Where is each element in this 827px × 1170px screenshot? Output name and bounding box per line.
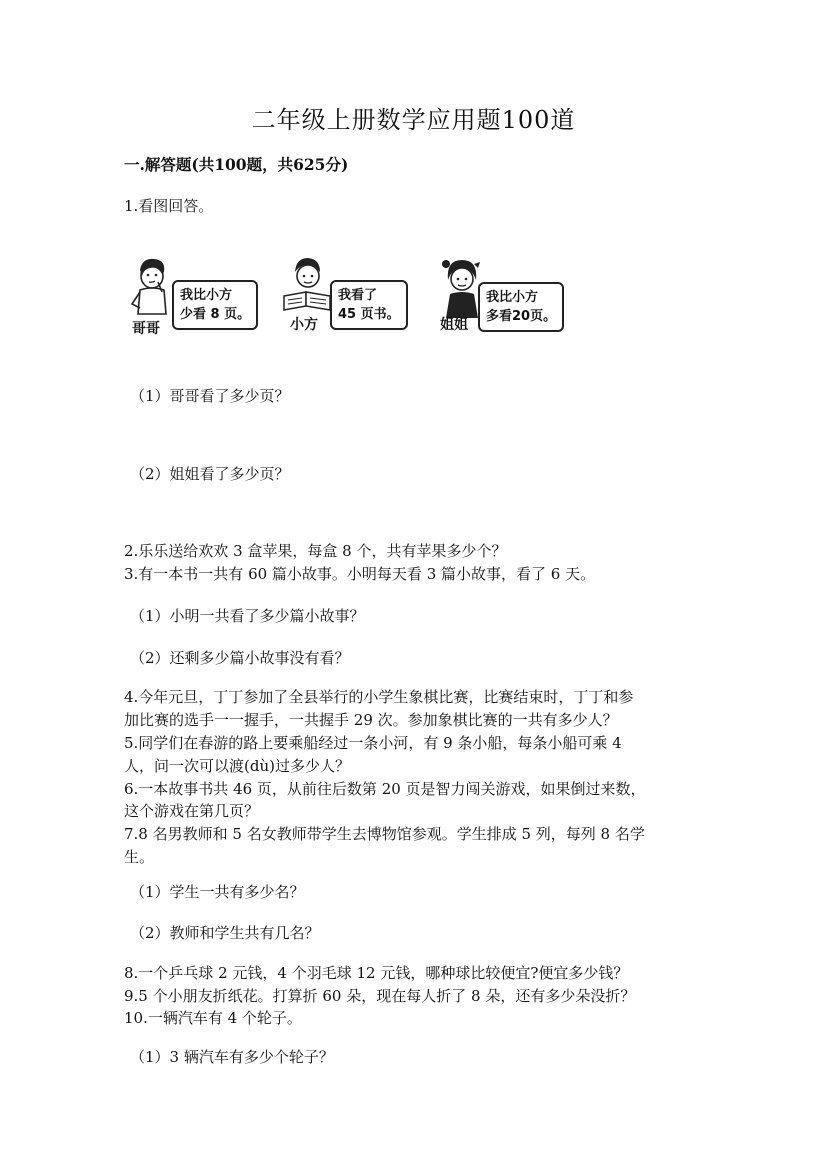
figure-brother-bubble — [172, 280, 258, 330]
page-title: 二年级上册数学应用题100道 — [251, 106, 576, 134]
question-3-stem: 3.有一本书一共有 60 篇小故事。小明每天看 3 篇小故事，看了 6 天。 — [124, 565, 596, 583]
figure-sister-bubble — [478, 282, 564, 332]
figure-xiaofang-bubble-line1: 我看了 — [338, 288, 378, 303]
question-1-sub-1: （1）哥哥看了多少页？ — [130, 387, 290, 405]
question-6-line-2: 这个游戏在第几页？ — [124, 802, 260, 820]
question-10-stem: 10.一辆汽车有 4 个轮子。 — [124, 1009, 302, 1027]
question-4-line-2: 加比赛的选手一一握手，一共握手 29 次。参加象棋比赛的一共有多少人？ — [124, 711, 618, 729]
question-10-sub-1: （1）3 辆汽车有多少个轮子？ — [130, 1048, 334, 1066]
figure-xiaofang-bubble — [330, 280, 408, 330]
question-4-line-1: 4.今年元旦，丁丁参加了全县举行的小学生象棋比赛，比赛结束时，丁丁和参 — [124, 688, 634, 706]
question-7-sub-2: （2）教师和学生共有几名？ — [130, 924, 320, 942]
figure-sister-bubble-line1: 我比小方 — [486, 290, 539, 305]
question-3-sub-1: （1）小明一共看了多少篇小故事？ — [130, 607, 365, 625]
figure-sister-name: 姐姐 — [440, 317, 468, 333]
figure-xiaofang-bubble-line2: 45 页书。 — [338, 307, 400, 322]
question-1-sub-2: （2）姐姐看了多少页？ — [130, 465, 290, 483]
figure-sister — [436, 252, 576, 342]
figure-brother-name: 哥哥 — [132, 321, 160, 337]
figure-brother — [128, 252, 268, 342]
question-3-sub-2: （2）还剩多少篇小故事没有看？ — [130, 649, 350, 667]
question-8: 8.一个乒乓球 2 元钱，4 个羽毛球 12 元钱，哪种球比较便宜?便宜多少钱？ — [124, 964, 629, 982]
question-6-line-1: 6.一本故事书共 46 页，从前往后数第 20 页是智力闯关游戏，如果倒过来数， — [124, 780, 646, 798]
figure-brother-bubble-line2: 少看 8 页。 — [180, 307, 251, 322]
question-5-line-1: 5.同学们在春游的路上要乘船经过一条小河，有 9 条小船，每条小船可乘 4 — [124, 734, 622, 752]
question-9: 9.5 个小朋友折纸花。打算折 60 朵，现在每人折了 8 朵，还有多少朵没折？ — [124, 987, 636, 1005]
question-7-line-1: 7.8 名男教师和 5 名女教师带学生去博物馆参观。学生排成 5 列，每列 8 名学 — [124, 825, 645, 843]
question-1-figure — [128, 252, 568, 342]
question-5-line-2: 人，问一次可以渡(dù)过多少人？ — [124, 757, 350, 775]
question-2: 2.乐乐送给欢欢 3 盒苹果，每盒 8 个，共有苹果多少个？ — [124, 542, 507, 560]
figure-xiaofang — [280, 252, 420, 342]
section-heading: 一.解答题(共100题，共625分) — [124, 155, 349, 174]
figure-sister-bubble-line2: 多看20页。 — [486, 309, 557, 324]
figure-brother-bubble-line1: 我比小方 — [180, 288, 233, 303]
question-7-sub-1: （1）学生一共有多少名？ — [130, 883, 305, 901]
figure-xiaofang-name: 小方 — [290, 317, 318, 333]
question-1-stem: 1.看图回答。 — [124, 197, 214, 215]
question-7-line-2: 生。 — [124, 848, 155, 866]
